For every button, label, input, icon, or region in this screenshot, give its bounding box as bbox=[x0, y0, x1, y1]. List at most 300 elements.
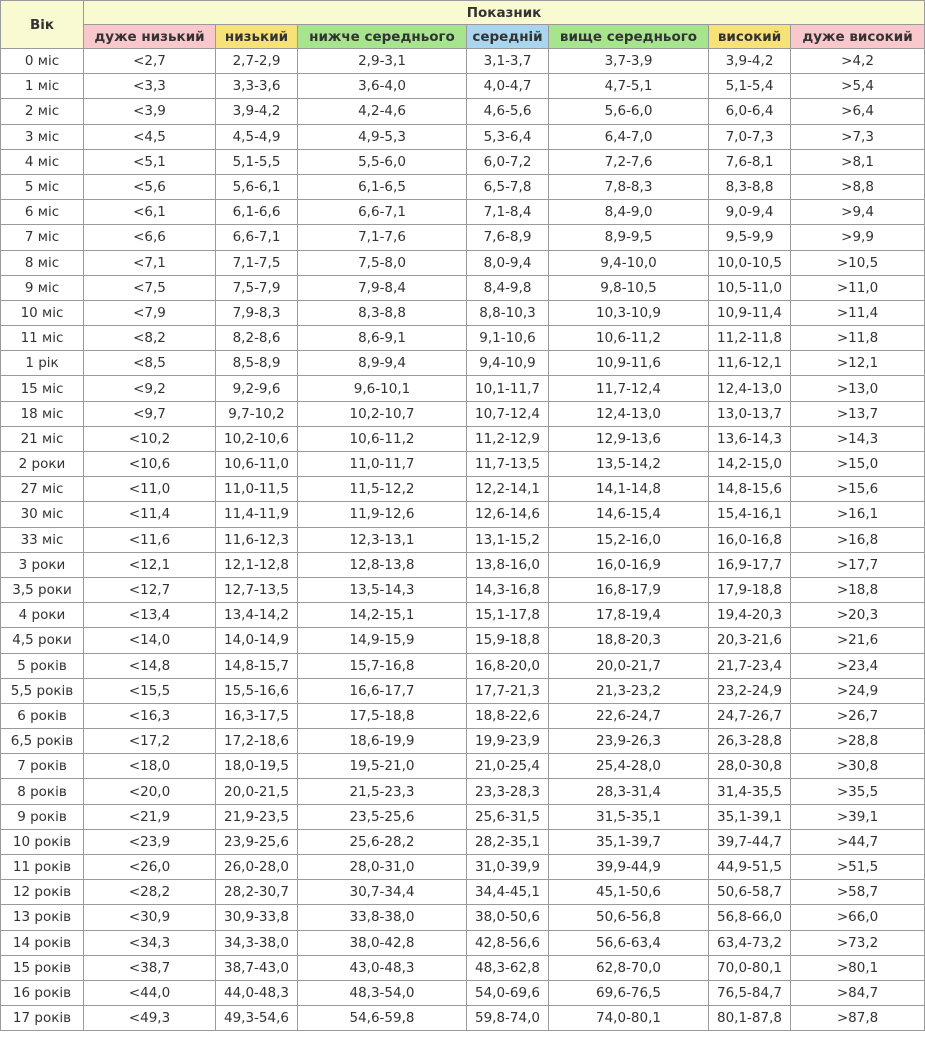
value-cell: 12,8-13,8 bbox=[298, 552, 467, 577]
value-cell: 45,1-50,6 bbox=[549, 880, 709, 905]
table-row bbox=[1, 401, 925, 426]
value-cell: 16,8-20,0 bbox=[467, 653, 549, 678]
value-cell: 11,2-11,8 bbox=[709, 326, 791, 351]
value-cell: 3,9-4,2 bbox=[216, 99, 298, 124]
value-cell: 11,7-13,5 bbox=[467, 452, 549, 477]
value-cell: <12,1 bbox=[84, 552, 216, 577]
table-row bbox=[1, 1006, 925, 1031]
category-header-above-average: вище середнього bbox=[549, 25, 709, 49]
value-cell: 8,6-9,1 bbox=[298, 326, 467, 351]
value-cell: 20,0-21,7 bbox=[549, 653, 709, 678]
table-row bbox=[1, 980, 925, 1005]
age-cell: 1 міс bbox=[1, 74, 84, 99]
value-cell: 11,4-11,9 bbox=[216, 502, 298, 527]
value-cell: 23,2-24,9 bbox=[709, 678, 791, 703]
value-cell: >16,1 bbox=[791, 502, 925, 527]
value-cell: 15,7-16,8 bbox=[298, 653, 467, 678]
category-header-high: високий bbox=[709, 25, 791, 49]
value-cell: 7,1-7,6 bbox=[298, 225, 467, 250]
table-row bbox=[1, 426, 925, 451]
value-cell: 17,2-18,6 bbox=[216, 729, 298, 754]
value-cell: 56,8-66,0 bbox=[709, 905, 791, 930]
age-cell: 9 років bbox=[1, 804, 84, 829]
value-cell: 7,1-8,4 bbox=[467, 200, 549, 225]
value-cell: 14,8-15,7 bbox=[216, 653, 298, 678]
table-row bbox=[1, 603, 925, 628]
value-cell: 10,6-11,0 bbox=[216, 452, 298, 477]
table-row bbox=[1, 653, 925, 678]
value-cell: 4,2-4,6 bbox=[298, 99, 467, 124]
category-header-low: низький bbox=[216, 25, 298, 49]
value-cell: >66,0 bbox=[791, 905, 925, 930]
value-cell: >23,4 bbox=[791, 653, 925, 678]
value-cell: 50,6-56,8 bbox=[549, 905, 709, 930]
value-cell: 38,0-42,8 bbox=[298, 930, 467, 955]
value-cell: 5,6-6,1 bbox=[216, 174, 298, 199]
value-cell: >24,9 bbox=[791, 678, 925, 703]
value-cell: 16,8-17,9 bbox=[549, 577, 709, 602]
value-cell: 17,5-18,8 bbox=[298, 703, 467, 728]
value-cell: 9,4-10,9 bbox=[467, 351, 549, 376]
value-cell: 7,6-8,9 bbox=[467, 225, 549, 250]
value-cell: <34,3 bbox=[84, 930, 216, 955]
value-cell: 31,5-35,1 bbox=[549, 804, 709, 829]
value-cell: 38,7-43,0 bbox=[216, 955, 298, 980]
age-cell: 9 міс bbox=[1, 275, 84, 300]
value-cell: 18,8-20,3 bbox=[549, 628, 709, 653]
value-cell: <38,7 bbox=[84, 955, 216, 980]
value-cell: 39,9-44,9 bbox=[549, 855, 709, 880]
table-row bbox=[1, 829, 925, 854]
value-cell: <49,3 bbox=[84, 1006, 216, 1031]
value-cell: 13,6-14,3 bbox=[709, 426, 791, 451]
value-cell: 6,1-6,5 bbox=[298, 174, 467, 199]
value-cell: >13,7 bbox=[791, 401, 925, 426]
age-cell: 10 років bbox=[1, 829, 84, 854]
value-cell: 12,4-13,0 bbox=[549, 401, 709, 426]
value-cell: 9,8-10,5 bbox=[549, 275, 709, 300]
value-cell: <44,0 bbox=[84, 980, 216, 1005]
age-cell: 4 міс bbox=[1, 149, 84, 174]
table-row bbox=[1, 477, 925, 502]
age-cell: 11 міс bbox=[1, 326, 84, 351]
value-cell: 14,2-15,1 bbox=[298, 603, 467, 628]
value-cell: <9,2 bbox=[84, 376, 216, 401]
table-row bbox=[1, 855, 925, 880]
value-cell: 54,6-59,8 bbox=[298, 1006, 467, 1031]
value-cell: 22,6-24,7 bbox=[549, 703, 709, 728]
table-body bbox=[1, 49, 925, 1031]
value-cell: 6,6-7,1 bbox=[216, 225, 298, 250]
age-cell: 27 міс bbox=[1, 477, 84, 502]
age-cell: 21 міс bbox=[1, 426, 84, 451]
value-cell: 19,4-20,3 bbox=[709, 603, 791, 628]
value-cell: 8,0-9,4 bbox=[467, 250, 549, 275]
table-row bbox=[1, 300, 925, 325]
value-cell: >51,5 bbox=[791, 855, 925, 880]
value-cell: 10,6-11,2 bbox=[298, 426, 467, 451]
value-cell: 69,6-76,5 bbox=[549, 980, 709, 1005]
age-cell: 5 років bbox=[1, 653, 84, 678]
value-cell: >8,1 bbox=[791, 149, 925, 174]
value-cell: 16,6-17,7 bbox=[298, 678, 467, 703]
value-cell: 48,3-54,0 bbox=[298, 980, 467, 1005]
value-cell: >9,9 bbox=[791, 225, 925, 250]
value-cell: 16,3-17,5 bbox=[216, 703, 298, 728]
value-cell: <28,2 bbox=[84, 880, 216, 905]
value-cell: 9,4-10,0 bbox=[549, 250, 709, 275]
age-cell: 2 міс bbox=[1, 99, 84, 124]
value-cell: <5,6 bbox=[84, 174, 216, 199]
value-cell: 3,3-3,6 bbox=[216, 74, 298, 99]
value-cell: 50,6-58,7 bbox=[709, 880, 791, 905]
table-row bbox=[1, 351, 925, 376]
value-cell: >15,0 bbox=[791, 452, 925, 477]
value-cell: 11,0-11,5 bbox=[216, 477, 298, 502]
value-cell: 12,3-13,1 bbox=[298, 527, 467, 552]
value-cell: 31,0-39,9 bbox=[467, 855, 549, 880]
value-cell: 11,7-12,4 bbox=[549, 376, 709, 401]
value-cell: >11,4 bbox=[791, 300, 925, 325]
age-column-header: Вік bbox=[1, 1, 84, 49]
value-cell: <15,5 bbox=[84, 678, 216, 703]
value-cell: 26,3-28,8 bbox=[709, 729, 791, 754]
age-cell: 6,5 років bbox=[1, 729, 84, 754]
value-cell: 34,3-38,0 bbox=[216, 930, 298, 955]
table-row bbox=[1, 527, 925, 552]
value-cell: >15,6 bbox=[791, 477, 925, 502]
value-cell: <14,8 bbox=[84, 653, 216, 678]
table-row bbox=[1, 275, 925, 300]
value-cell: >6,4 bbox=[791, 99, 925, 124]
age-cell: 7 міс bbox=[1, 225, 84, 250]
value-cell: 9,2-9,6 bbox=[216, 376, 298, 401]
value-cell: <11,0 bbox=[84, 477, 216, 502]
value-cell: 25,6-31,5 bbox=[467, 804, 549, 829]
value-cell: 4,6-5,6 bbox=[467, 99, 549, 124]
value-cell: 6,4-7,0 bbox=[549, 124, 709, 149]
value-cell: 39,7-44,7 bbox=[709, 829, 791, 854]
value-cell: 11,9-12,6 bbox=[298, 502, 467, 527]
age-cell: 15 міс bbox=[1, 376, 84, 401]
value-cell: 4,0-4,7 bbox=[467, 74, 549, 99]
value-cell: 6,5-7,8 bbox=[467, 174, 549, 199]
value-cell: 14,6-15,4 bbox=[549, 502, 709, 527]
value-cell: 63,4-73,2 bbox=[709, 930, 791, 955]
value-cell: 8,5-8,9 bbox=[216, 351, 298, 376]
age-cell: 15 років bbox=[1, 955, 84, 980]
value-cell: 12,2-14,1 bbox=[467, 477, 549, 502]
table-row bbox=[1, 804, 925, 829]
value-cell: <9,7 bbox=[84, 401, 216, 426]
value-cell: 26,0-28,0 bbox=[216, 855, 298, 880]
value-cell: 15,4-16,1 bbox=[709, 502, 791, 527]
value-cell: <6,6 bbox=[84, 225, 216, 250]
value-cell: 10,7-12,4 bbox=[467, 401, 549, 426]
value-cell: 21,7-23,4 bbox=[709, 653, 791, 678]
value-cell: 33,8-38,0 bbox=[298, 905, 467, 930]
value-cell: 11,6-12,3 bbox=[216, 527, 298, 552]
value-cell: 16,9-17,7 bbox=[709, 552, 791, 577]
value-cell: 9,0-9,4 bbox=[709, 200, 791, 225]
value-cell: <13,4 bbox=[84, 603, 216, 628]
value-cell: <18,0 bbox=[84, 754, 216, 779]
value-cell: 62,8-70,0 bbox=[549, 955, 709, 980]
age-cell: 17 років bbox=[1, 1006, 84, 1031]
value-cell: 7,9-8,3 bbox=[216, 300, 298, 325]
table-row bbox=[1, 930, 925, 955]
value-cell: 7,1-7,5 bbox=[216, 250, 298, 275]
value-cell: >58,7 bbox=[791, 880, 925, 905]
value-cell: <3,9 bbox=[84, 99, 216, 124]
age-cell: 6 років bbox=[1, 703, 84, 728]
value-cell: 13,5-14,2 bbox=[549, 452, 709, 477]
value-cell: 3,9-4,2 bbox=[709, 49, 791, 74]
value-cell: 14,0-14,9 bbox=[216, 628, 298, 653]
value-cell: >14,3 bbox=[791, 426, 925, 451]
value-cell: 13,1-15,2 bbox=[467, 527, 549, 552]
value-cell: <10,2 bbox=[84, 426, 216, 451]
value-cell: 15,9-18,8 bbox=[467, 628, 549, 653]
value-cell: <11,4 bbox=[84, 502, 216, 527]
category-header-average: середній bbox=[467, 25, 549, 49]
value-cell: >35,5 bbox=[791, 779, 925, 804]
value-cell: 2,9-3,1 bbox=[298, 49, 467, 74]
age-cell: 4 роки bbox=[1, 603, 84, 628]
value-cell: 17,9-18,8 bbox=[709, 577, 791, 602]
value-cell: 8,9-9,5 bbox=[549, 225, 709, 250]
value-cell: 20,3-21,6 bbox=[709, 628, 791, 653]
value-cell: 13,0-13,7 bbox=[709, 401, 791, 426]
value-cell: 6,0-7,2 bbox=[467, 149, 549, 174]
value-cell: 13,4-14,2 bbox=[216, 603, 298, 628]
value-cell: 7,9-8,4 bbox=[298, 275, 467, 300]
value-cell: 14,1-14,8 bbox=[549, 477, 709, 502]
value-cell: 19,9-23,9 bbox=[467, 729, 549, 754]
value-cell: 11,5-12,2 bbox=[298, 477, 467, 502]
value-cell: <3,3 bbox=[84, 74, 216, 99]
table-row bbox=[1, 880, 925, 905]
age-cell: 4,5 роки bbox=[1, 628, 84, 653]
value-cell: <8,5 bbox=[84, 351, 216, 376]
value-cell: 18,6-19,9 bbox=[298, 729, 467, 754]
table-row bbox=[1, 703, 925, 728]
table-row bbox=[1, 678, 925, 703]
value-cell: 12,4-13,0 bbox=[709, 376, 791, 401]
age-cell: 5 міс bbox=[1, 174, 84, 199]
value-cell: 7,0-7,3 bbox=[709, 124, 791, 149]
table-row bbox=[1, 452, 925, 477]
value-cell: 44,0-48,3 bbox=[216, 980, 298, 1005]
value-cell: 12,6-14,6 bbox=[467, 502, 549, 527]
value-cell: 4,7-5,1 bbox=[549, 74, 709, 99]
age-cell: 7 років bbox=[1, 754, 84, 779]
age-cell: 6 міс bbox=[1, 200, 84, 225]
value-cell: 21,9-23,5 bbox=[216, 804, 298, 829]
value-cell: 31,4-35,5 bbox=[709, 779, 791, 804]
table-row bbox=[1, 326, 925, 351]
value-cell: 28,0-30,8 bbox=[709, 754, 791, 779]
value-cell: >7,3 bbox=[791, 124, 925, 149]
value-cell: 5,3-6,4 bbox=[467, 124, 549, 149]
value-cell: 8,2-8,6 bbox=[216, 326, 298, 351]
age-cell: 18 міс bbox=[1, 401, 84, 426]
value-cell: 5,1-5,4 bbox=[709, 74, 791, 99]
value-cell: 28,2-30,7 bbox=[216, 880, 298, 905]
value-cell: 14,2-15,0 bbox=[709, 452, 791, 477]
value-cell: 70,0-80,1 bbox=[709, 955, 791, 980]
value-cell: >5,4 bbox=[791, 74, 925, 99]
value-cell: 8,9-9,4 bbox=[298, 351, 467, 376]
table-row bbox=[1, 552, 925, 577]
value-cell: 10,0-10,5 bbox=[709, 250, 791, 275]
value-cell: 9,7-10,2 bbox=[216, 401, 298, 426]
age-cell: 13 років bbox=[1, 905, 84, 930]
value-cell: >84,7 bbox=[791, 980, 925, 1005]
value-cell: 49,3-54,6 bbox=[216, 1006, 298, 1031]
value-cell: >28,8 bbox=[791, 729, 925, 754]
age-cell: 0 міс bbox=[1, 49, 84, 74]
value-cell: 3,1-3,7 bbox=[467, 49, 549, 74]
table-row bbox=[1, 729, 925, 754]
value-cell: 59,8-74,0 bbox=[467, 1006, 549, 1031]
value-cell: 56,6-63,4 bbox=[549, 930, 709, 955]
value-cell: 20,0-21,5 bbox=[216, 779, 298, 804]
value-cell: 10,1-11,7 bbox=[467, 376, 549, 401]
value-cell: 9,6-10,1 bbox=[298, 376, 467, 401]
value-cell: 14,9-15,9 bbox=[298, 628, 467, 653]
age-cell: 8 міс bbox=[1, 250, 84, 275]
value-cell: 23,9-25,6 bbox=[216, 829, 298, 854]
value-cell: 28,3-31,4 bbox=[549, 779, 709, 804]
header-row-categories bbox=[1, 25, 925, 49]
value-cell: 23,5-25,6 bbox=[298, 804, 467, 829]
value-cell: 2,7-2,9 bbox=[216, 49, 298, 74]
value-cell: 18,8-22,6 bbox=[467, 703, 549, 728]
value-cell: 13,5-14,3 bbox=[298, 577, 467, 602]
value-cell: <2,7 bbox=[84, 49, 216, 74]
value-cell: 9,1-10,6 bbox=[467, 326, 549, 351]
table-row bbox=[1, 577, 925, 602]
header-row-group bbox=[1, 1, 925, 25]
value-cell: >11,8 bbox=[791, 326, 925, 351]
value-cell: 25,4-28,0 bbox=[549, 754, 709, 779]
table-row bbox=[1, 754, 925, 779]
value-cell: <23,9 bbox=[84, 829, 216, 854]
value-cell: 16,0-16,8 bbox=[709, 527, 791, 552]
age-cell: 30 міс bbox=[1, 502, 84, 527]
value-cell: >17,7 bbox=[791, 552, 925, 577]
category-header-very-low: дуже низький bbox=[84, 25, 216, 49]
value-cell: 34,4-45,1 bbox=[467, 880, 549, 905]
age-cell: 5,5 років bbox=[1, 678, 84, 703]
value-cell: 74,0-80,1 bbox=[549, 1006, 709, 1031]
value-cell: 3,6-4,0 bbox=[298, 74, 467, 99]
value-cell: 5,5-6,0 bbox=[298, 149, 467, 174]
value-cell: 8,8-10,3 bbox=[467, 300, 549, 325]
value-cell: 28,2-35,1 bbox=[467, 829, 549, 854]
table-row bbox=[1, 502, 925, 527]
value-cell: >73,2 bbox=[791, 930, 925, 955]
table-row bbox=[1, 174, 925, 199]
table-row bbox=[1, 779, 925, 804]
value-cell: 28,0-31,0 bbox=[298, 855, 467, 880]
value-cell: 5,6-6,0 bbox=[549, 99, 709, 124]
value-cell: 30,7-34,4 bbox=[298, 880, 467, 905]
value-cell: >11,0 bbox=[791, 275, 925, 300]
value-cell: >4,2 bbox=[791, 49, 925, 74]
value-cell: 17,8-19,4 bbox=[549, 603, 709, 628]
age-cell: 14 років bbox=[1, 930, 84, 955]
value-cell: >10,5 bbox=[791, 250, 925, 275]
value-cell: <7,5 bbox=[84, 275, 216, 300]
value-cell: 5,1-5,5 bbox=[216, 149, 298, 174]
value-cell: 8,4-9,8 bbox=[467, 275, 549, 300]
age-cell: 8 років bbox=[1, 779, 84, 804]
age-cell: 12 років bbox=[1, 880, 84, 905]
table-row bbox=[1, 955, 925, 980]
value-cell: 12,7-13,5 bbox=[216, 577, 298, 602]
value-cell: <5,1 bbox=[84, 149, 216, 174]
value-cell: <14,0 bbox=[84, 628, 216, 653]
value-cell: 11,0-11,7 bbox=[298, 452, 467, 477]
value-cell: 10,9-11,4 bbox=[709, 300, 791, 325]
table-row bbox=[1, 225, 925, 250]
value-cell: 6,6-7,1 bbox=[298, 200, 467, 225]
value-cell: <26,0 bbox=[84, 855, 216, 880]
value-cell: <17,2 bbox=[84, 729, 216, 754]
value-cell: 35,1-39,1 bbox=[709, 804, 791, 829]
age-cell: 10 міс bbox=[1, 300, 84, 325]
value-cell: <12,7 bbox=[84, 577, 216, 602]
value-cell: 23,9-26,3 bbox=[549, 729, 709, 754]
value-cell: <7,1 bbox=[84, 250, 216, 275]
value-cell: 54,0-69,6 bbox=[467, 980, 549, 1005]
value-cell: 10,5-11,0 bbox=[709, 275, 791, 300]
value-cell: 38,0-50,6 bbox=[467, 905, 549, 930]
value-cell: 21,0-25,4 bbox=[467, 754, 549, 779]
value-cell: <21,9 bbox=[84, 804, 216, 829]
value-cell: 3,7-3,9 bbox=[549, 49, 709, 74]
value-cell: <11,6 bbox=[84, 527, 216, 552]
table-row bbox=[1, 905, 925, 930]
age-cell: 3 роки bbox=[1, 552, 84, 577]
table-row bbox=[1, 200, 925, 225]
value-cell: <8,2 bbox=[84, 326, 216, 351]
value-cell: 43,0-48,3 bbox=[298, 955, 467, 980]
value-cell: 8,3-8,8 bbox=[298, 300, 467, 325]
value-cell: <10,6 bbox=[84, 452, 216, 477]
table-row bbox=[1, 376, 925, 401]
category-header-below-average: нижче середнього bbox=[298, 25, 467, 49]
table-row bbox=[1, 74, 925, 99]
age-cell: 11 років bbox=[1, 855, 84, 880]
value-cell: 10,3-10,9 bbox=[549, 300, 709, 325]
value-cell: >12,1 bbox=[791, 351, 925, 376]
table-row bbox=[1, 99, 925, 124]
value-cell: 15,1-17,8 bbox=[467, 603, 549, 628]
value-cell: >39,1 bbox=[791, 804, 925, 829]
table-row bbox=[1, 149, 925, 174]
age-cell: 16 років bbox=[1, 980, 84, 1005]
value-cell: 7,8-8,3 bbox=[549, 174, 709, 199]
value-cell: 4,5-4,9 bbox=[216, 124, 298, 149]
value-cell: 30,9-33,8 bbox=[216, 905, 298, 930]
value-cell: 25,6-28,2 bbox=[298, 829, 467, 854]
value-cell: 17,7-21,3 bbox=[467, 678, 549, 703]
value-cell: >9,4 bbox=[791, 200, 925, 225]
value-cell: 11,2-12,9 bbox=[467, 426, 549, 451]
